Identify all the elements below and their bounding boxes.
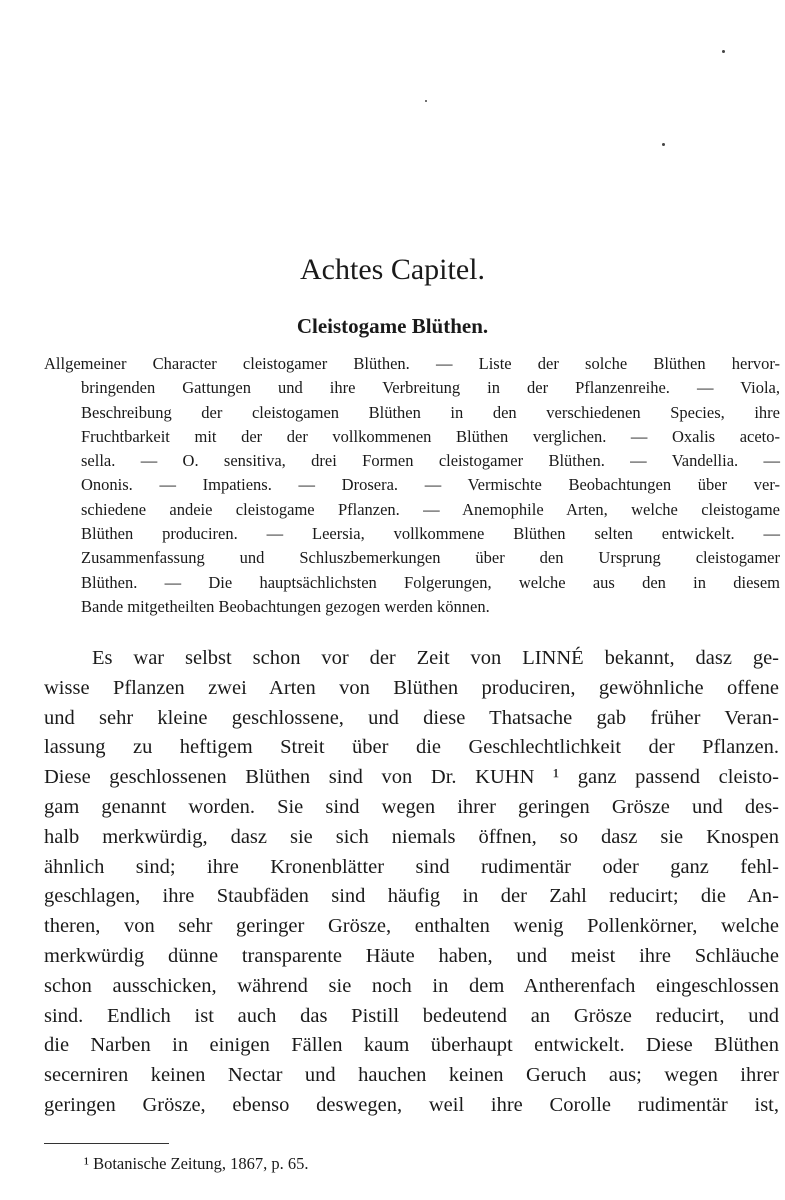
body-line: sind. Endlich ist auch das Pistill bedeutend an Grösze reducirt, und xyxy=(44,1004,779,1027)
summary-line: Zusammenfassung und Schluszbemerkungen über den Ursprung cleistogamer xyxy=(81,548,780,568)
body-line: lassung zu heftigem Streit über die Geschlechtlichkeit der Pflanzen. xyxy=(44,736,779,759)
body-paragraph xyxy=(44,644,779,1121)
body-line: die Narben in einigen Fällen kaum überhaupt entwickelt. Diese Blüthen xyxy=(44,1034,779,1057)
chapter-title: Achtes Capitel. xyxy=(300,253,485,286)
body-line: wisse Pflanzen zwei Arten von Blüthen produciren, gewöhnliche offene xyxy=(44,676,779,699)
footnote: ¹ Botanische Zeitung, 1867, p. 65. xyxy=(84,1154,309,1173)
summary-line: Blüthen produciren. — Leersia, vollkommene Blüthen selten entwickelt. — xyxy=(81,524,780,544)
body-line: halb merkwürdig, dasz sie sich niemals öffnen, so dasz sie Knospen xyxy=(44,825,779,848)
body-line: Es war selbst schon vor der Zeit von LINNÉ bekannt, dasz ge- xyxy=(92,647,779,669)
body-line: secerniren keinen Nectar und hauchen keinen Geruch aus; wegen ihrer xyxy=(44,1064,779,1087)
body-line: gam genannt worden. Sie sind wegen ihrer geringen Grösze und des- xyxy=(44,795,779,818)
summary-line: sella. — O. sensitiva, drei Formen cleistogamer Blüthen. — Vandellia. — xyxy=(81,451,780,471)
body-line: ähnlich sind; ihre Kronenblätter sind rudimentär oder ganz fehl- xyxy=(44,855,779,878)
chapter-subtitle: Cleistogame Blüthen. xyxy=(296,314,489,338)
summary-line: Fruchtbarkeit mit der der vollkommenen Blüthen verglichen. — Oxalis aceto- xyxy=(81,426,780,446)
body-line: schon ausschicken, während sie noch in dem Antherenfach eingeschlossen xyxy=(44,974,779,997)
print-speck xyxy=(425,100,427,102)
body-line: geringen Grösze, ebenso deswegen, weil ihre Corolle rudimentär ist, xyxy=(44,1093,779,1116)
body-line: merkwürdig dünne transparente Häute haben, und meist ihre Schläuche xyxy=(44,944,779,967)
body-line: Diese geschlossenen Blüthen sind von Dr. KUHN ¹ ganz passend cleisto- xyxy=(44,766,779,789)
summary-line: schiedene andeie cleistogame Pflanzen. — Anemophile Arten, welche cleistogame xyxy=(81,499,780,519)
body-line: theren, von sehr geringer Grösze, enthalten wenig Pollenkörner, welche xyxy=(44,915,779,938)
print-speck xyxy=(662,143,665,146)
print-speck xyxy=(722,50,725,53)
summary-line: Beschreibung der cleistogamen Blüthen in den verschiedenen Species, ihre xyxy=(81,402,780,422)
body-line: geschlagen, ihre Staubfäden sind häufig in der Zahl reducirt; die An- xyxy=(44,885,779,908)
summary-line: Allgemeiner Character cleistogamer Blüthen. — Liste der solche Blüthen hervor- xyxy=(44,354,780,373)
footnote-divider xyxy=(44,1143,169,1144)
body-line: und sehr kleine geschlossene, und diese Thatsache gab früher Veran- xyxy=(44,706,779,729)
summary-line: Blüthen. — Die hauptsächlichsten Folgerungen, welche aus den in diesem xyxy=(81,572,780,592)
summary-line: Ononis. — Impatiens. — Drosera. — Vermischte Beobachtungen über ver- xyxy=(81,475,780,495)
summary-line: bringenden Gattungen und ihre Verbreitung in der Pflanzenreihe. — Viola, xyxy=(81,378,780,398)
chapter-summary xyxy=(44,352,780,619)
summary-line: Bande mitgetheilten Beobachtungen gezogen werden können. xyxy=(81,596,490,616)
